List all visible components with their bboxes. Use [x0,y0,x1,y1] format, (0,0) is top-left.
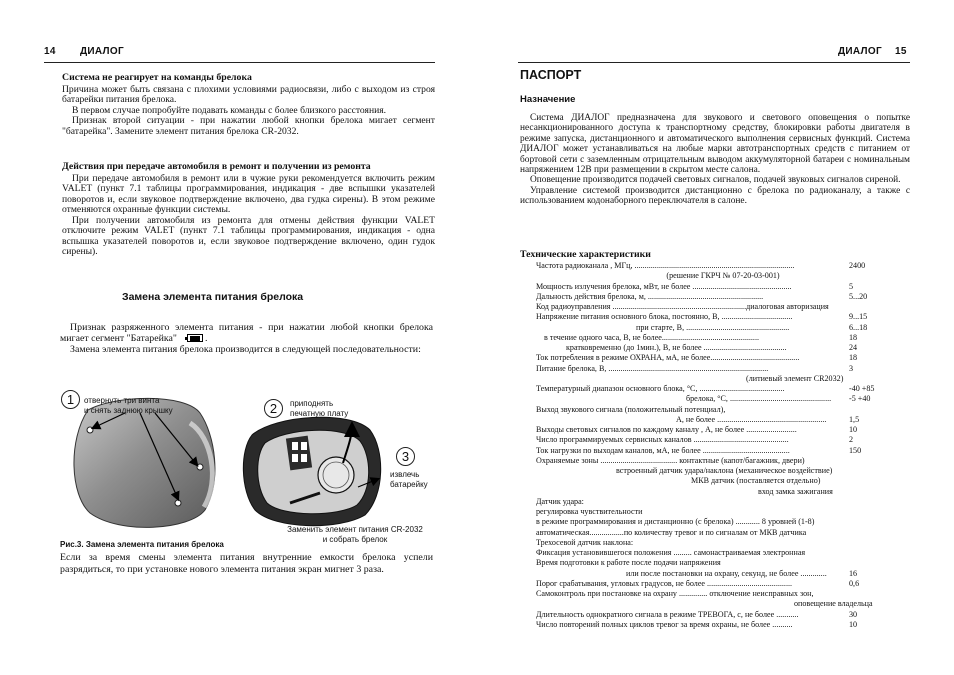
spec-row [536,405,910,415]
spec-value: 0,6 [849,578,860,588]
section-title: Система не реагирует на команды брелока [62,72,252,83]
spec-label: Длительность однократного сигнала в режиме ТРЕВОГА, с, не более ........... [536,609,799,619]
spec-row [536,589,910,599]
spec-label: Охраняемые зоны ...................................... контактные (капот/багажник, двери) [536,455,805,465]
spec-row [536,558,910,568]
spec-label: Трехосевой датчик наклона: [536,537,634,547]
spec-row [536,599,910,609]
spec-value: 2 [849,435,854,445]
spec-value: 2400 [849,261,866,270]
step-number: 1 [61,390,80,409]
spec-row [536,302,910,312]
spec-value: -5 +40 [849,394,871,404]
spec-row [536,312,910,322]
spec-row [536,569,910,579]
spec-label: кратковременно (до 1мин.), В, не более ......................................... [566,343,787,352]
spec-value: 10 [849,425,858,434]
purpose-title: Назначение [520,94,576,105]
step2-label: приподнять печатную плату [290,399,349,418]
spec-label: Самоконтроль при постановке на охрану .............. отключение неисправных зон, [536,589,814,598]
spec-row [536,384,910,394]
spec-row [536,446,910,456]
spec-row [536,323,910,333]
spec-label: Датчик удара: [536,496,584,506]
spec-label: А, не более ...................................................... [676,414,827,424]
spec-label: оповещение владельца [794,599,873,609]
step4-label: Заменить элемент питания CR-2032 и собрать брелок [287,525,423,544]
spec-label: вход замка зажигания [758,486,833,496]
spec-label: Ток потребления в режиме ОХРАНА, мА, не более............................................ [536,353,800,363]
spec-row [536,610,910,620]
spec-row [536,507,910,517]
spec-label: Порог срабатывания, угловых градусов, не более .......................................... [536,578,793,588]
spec-row [536,394,910,404]
section-service [62,162,435,258]
step-number: 3 [396,447,415,466]
spec-value: 5 [849,281,854,291]
spec-row [536,497,910,507]
spec-label: Выходы световых сигналов по каждому каналу , А, не более ......................... [536,425,797,434]
spec-row [536,261,910,271]
spec-row [536,517,910,527]
spec-row [536,456,910,466]
spec-row [536,579,910,589]
spec-label: Температурный диапазон основного блока, °С, .......................................... [536,384,785,393]
spec-label: Выход звукового сигнала (положительный потенциал), [536,404,726,414]
spec-label: Код радиоуправления ..................................................................диалоговая авторизация [536,302,829,311]
spec-label: брелока, °С, .................................................. [686,394,832,404]
passport-title: ПАСПОРТ [520,68,582,82]
paragraph: Оповещение производится подачей световых сигналов, подачей звуковых сигналов сиреной. [530,175,901,186]
step-number: 2 [264,399,283,418]
spec-value: 18 [849,332,858,342]
spec-label: Число повторений полных циклов тревог за время охраны, не более .......... [536,619,793,629]
paragraph-text: . [204,333,208,345]
spec-row [536,364,910,374]
paragraph: Система ДИАЛОГ предназначена для звукового и светового оповещения о попытке несанкционированного доступа к транспортному средству, блокировки работы двигателя в режиме запуска, дистанционного и автоматического выполнения сервисных функций. Система ДИАЛОГ может устанавливаться на любые марки автотранспортных средств с питанием от бортовой сети с заземленным отрицательным выводом аккумуляторной батареи с номинальным напряжением 12В при размещении в скрытом месте салона. [520,113,910,176]
spec-label: Время подготовки к работе после подачи напряжения [536,558,721,568]
spec-row [536,487,910,497]
spec-label: Фиксация установившегося положения ......... самонастраиваемая электронная [536,548,806,557]
spec-row [536,476,910,486]
spec-row [536,415,910,425]
figure-caption: Рис.3. Замена элемента питания брелока [60,540,224,549]
paragraph [60,322,433,344]
spec-label: (решение ГКРЧ № 07-20-03-001) [666,271,780,281]
spec-value: 24 [849,343,858,352]
spec-row [536,528,910,538]
spec-row [536,292,910,302]
spec-row [536,374,910,384]
spec-row [536,343,910,353]
battery-section-text [60,322,433,356]
spec-label: Питание брелока, В, ............................................................................... [536,363,769,373]
spec-row [536,271,910,281]
spec-label: Число программируемых сервисных каналов ............................................... [536,435,789,445]
spec-row [536,333,910,343]
spec-label: при старте, В, ................................................... [636,322,790,332]
spec-label: регулировка чувствительности [536,507,643,516]
battery-note [60,552,433,576]
spec-label: в течение одного часа, В, не более................................................ [544,332,760,342]
section-title: Действия при передаче автомобиля в ремонт и получении из ремонта [62,161,371,172]
page-number-right: 15 [895,46,907,57]
paragraph-text: Признак разряженного элемента питания - при нажатии любой кнопки брелока мигает сегмент "Батарейка" [60,322,433,345]
spec-label: Дальность действия брелока, м, ......................................................... [536,291,764,301]
paragraph: Замена элемента питания брелока производится в следующей последовательности: [70,344,421,356]
spec-row [536,435,910,445]
header-rule [518,62,910,63]
spec-label: Напряжение питания основного блока, постоянно, В, ................................... [536,312,793,322]
spec-label: в режиме программирования и дистанционно (с брелока) ............ 8 уровней (1-8) [536,517,815,527]
spec-row [536,538,910,548]
spec-label: Ток нагрузки по выходам каналов, мА, не более ........................................... [536,445,790,455]
step3-label: извлечь батарейку [390,470,428,489]
paragraph: Управление системой производится дистанционно с брелока по радиоканалу, а также с использованием кодонаборного переключателя в салоне. [520,185,910,207]
spec-label: (литиевый элемент CR2032) [746,373,844,383]
key-fob-back-image [74,398,215,527]
specs-title: Технические характеристики [520,249,651,260]
section-no-response [62,73,435,137]
paragraph: Признак второй ситуации - при нажатии любой кнопки брелока мигает сегмент "батарейка". Замените элемент питания брелока CR-2032. [62,115,435,137]
paragraph: В первом случае попробуйте подавать команды с более близкого расстояния. [72,104,387,116]
spec-row [536,425,910,435]
paragraph: При получении автомобиля из ремонта для отмены действия функции VALET отключите режим VALET (пункт 7.1 таблицы программирования, индикация - одна вспышка указателей поворотов и, если звуковое подтверждение включено, один гудок сирены). [62,214,435,257]
step1-label: отвернуть три винта и снять заднюю крышку [84,396,173,415]
spec-value: 150 [849,445,862,455]
paragraph: Причина может быть связана с плохими условиями радиосвязи, либо с выходом из строя батарейки питания брелока. [62,83,435,105]
spec-value: 1,5 [849,414,860,424]
spec-label: встроенный датчик удара/наклона (механическое воздействие) [616,466,833,475]
spec-value: -40 +85 [849,384,875,393]
paragraph: При передаче автомобиля в ремонт или в чужие руки рекомендуется включить режим VALET (пункт 7.1 таблицы программирования, индикация - две вспышки указателей поворотов и, если звуковое подтверждение включено, два гудка сирены). В этом режиме отменяются охранные функции системы. [62,172,435,215]
running-header-right: ДИАЛОГ [838,46,882,57]
battery-segment-icon [187,334,203,342]
spec-value: 6...18 [849,322,868,332]
page-number-left: 14 [44,46,56,57]
spec-value: 3 [849,363,854,373]
spec-label: Частота радиоканала , МГц, ............................................................................... [536,261,795,270]
running-header-left: ДИАЛОГ [80,46,124,57]
spec-row [536,353,910,363]
spec-value: 16 [849,568,858,578]
purpose-text [520,113,910,207]
spec-value: 10 [849,619,858,629]
key-fob-open-image [243,417,380,525]
spec-value: 9...15 [849,312,868,322]
spec-row [536,548,910,558]
header-rule [44,62,435,63]
spec-label: или после постановки на охрану, секунд, не более ............. [626,568,827,578]
spec-label: МКВ датчик (поставляется отдельно) [691,476,821,486]
spec-row [536,620,910,630]
spec-row [536,282,910,292]
spec-label: автоматическая.................по количеству тревог и по сигналам от МКВ датчика [536,527,807,537]
spec-label: Мощность излучения брелока, мВт, не более ................................................. [536,281,792,291]
spec-value: 5...20 [849,291,868,301]
battery-section-title: Замена элемента питания брелока [122,291,304,303]
spec-row [536,466,910,476]
paragraph: Если за время смены элемента питания внутренние емкости брелока успели разрядиться, то при установке нового элемента питания экран мигнет 3 раза. [60,552,433,575]
specs-list [536,261,910,630]
spec-value: 18 [849,353,858,363]
spec-value: 30 [849,609,858,619]
